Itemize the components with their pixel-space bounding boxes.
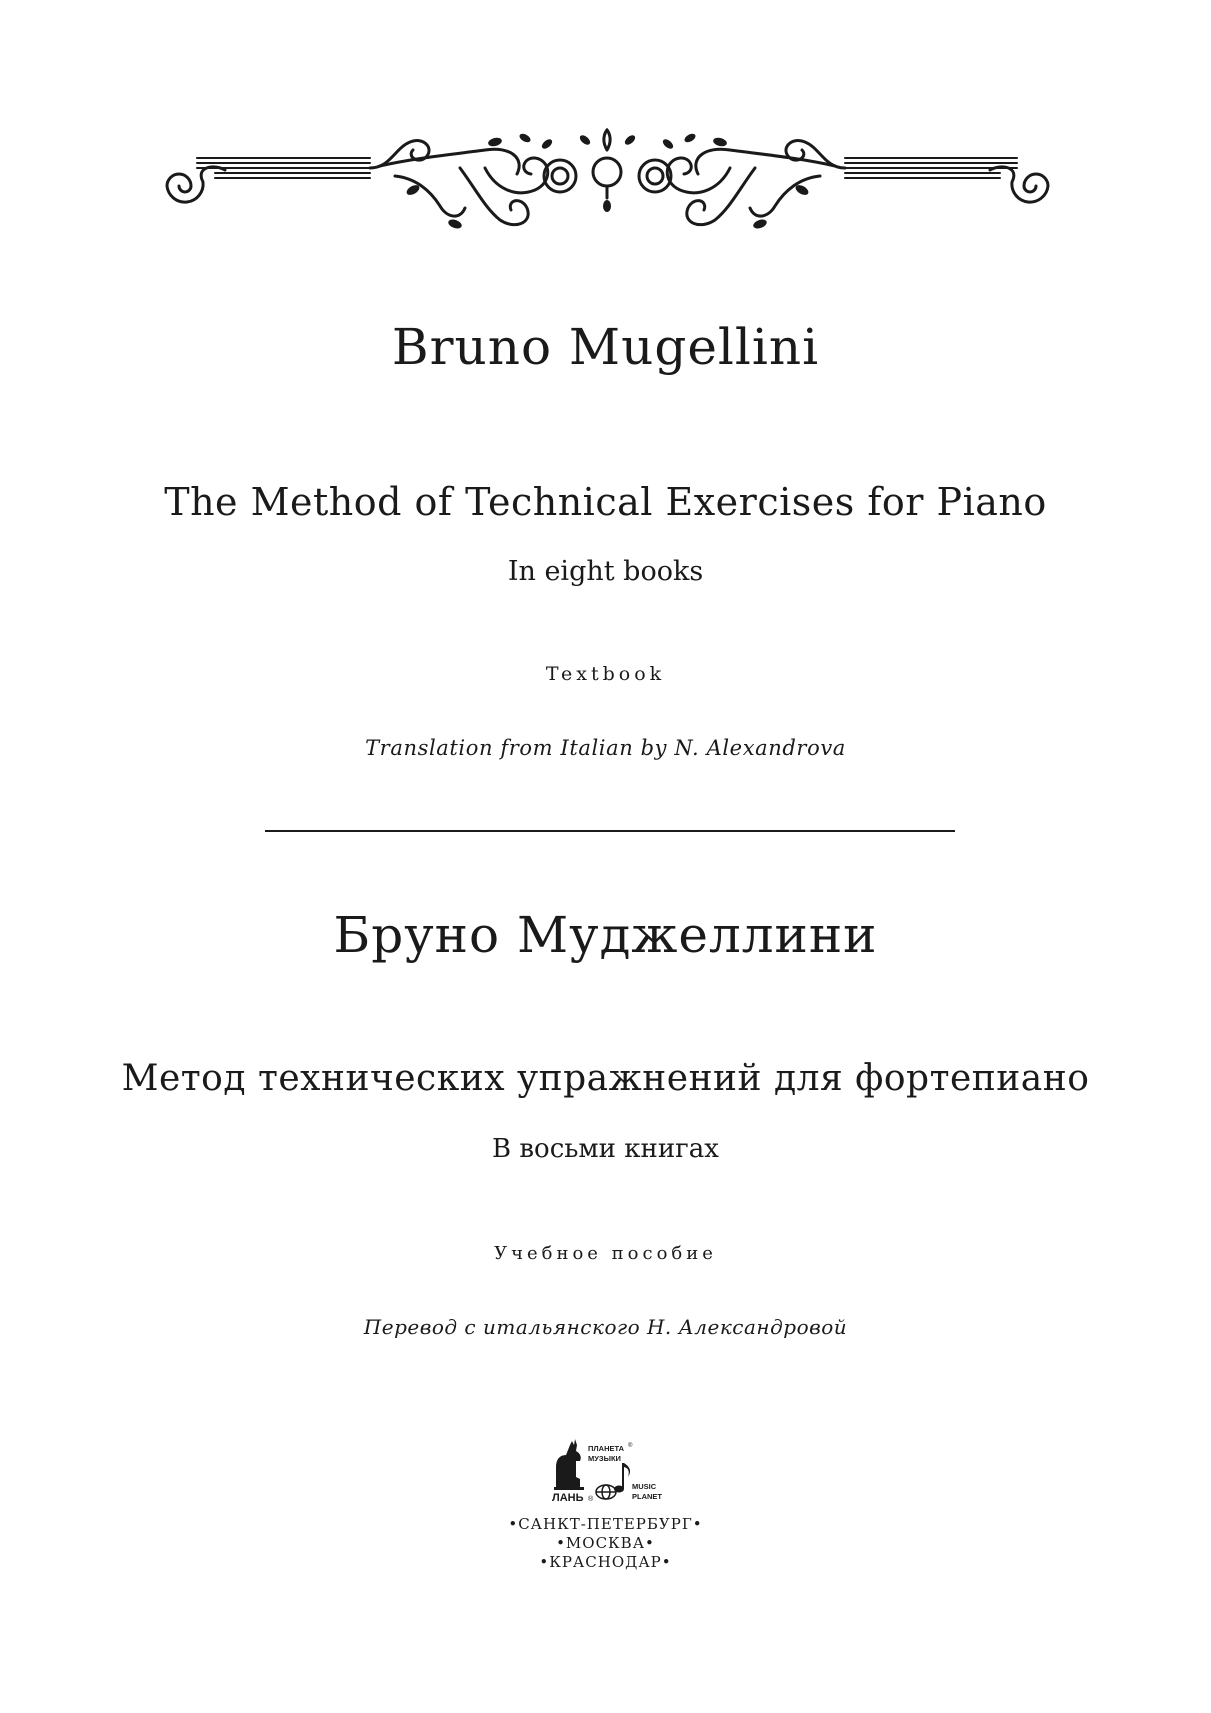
- music-note-icon: [614, 1463, 630, 1493]
- publisher-city: •МОСКВА•: [556, 1534, 655, 1552]
- publisher-city: •КРАСНОДАР•: [539, 1553, 672, 1571]
- section-divider: [265, 830, 955, 832]
- logo-text-music: MUSIC: [632, 1482, 657, 1491]
- logo-text-planeta: ПЛАНЕТА: [588, 1444, 625, 1453]
- translation-credit-english: Translation from Italian by N. Alexandrova: [365, 736, 846, 760]
- logo-text-lan: ЛАНЬ: [552, 1492, 584, 1504]
- subtitle-english: In eight books: [507, 556, 704, 587]
- deer-icon: [554, 1439, 584, 1490]
- author-name-english: Bruno Mugellini: [391, 318, 820, 376]
- publisher-city: •САНКТ-ПЕТЕРБУРГ•: [508, 1515, 703, 1533]
- book-title-russian: Метод технических упражнений для фортепиано: [121, 1058, 1090, 1099]
- svg-text:®: ®: [588, 1496, 594, 1503]
- publisher-logo: [548, 1437, 663, 1507]
- book-title-english: The Method of Technical Exercises for Piano: [164, 480, 1047, 524]
- globe-icon: [596, 1485, 616, 1499]
- book-type-english: Textbook: [545, 663, 666, 685]
- translation-credit-russian: Перевод с итальянского Н. Александровой: [363, 1315, 848, 1339]
- logo-text-muzyki: МУЗЫКИ: [588, 1454, 621, 1463]
- decorative-ornament-icon: [155, 128, 1060, 240]
- logo-text-planet: PLANET: [632, 1492, 662, 1501]
- book-type-russian: Учебное пособие: [494, 1243, 717, 1264]
- author-name-russian: Бруно Муджеллини: [333, 906, 878, 964]
- svg-text:®: ®: [628, 1443, 633, 1449]
- subtitle-russian: В восьми книгах: [492, 1134, 719, 1164]
